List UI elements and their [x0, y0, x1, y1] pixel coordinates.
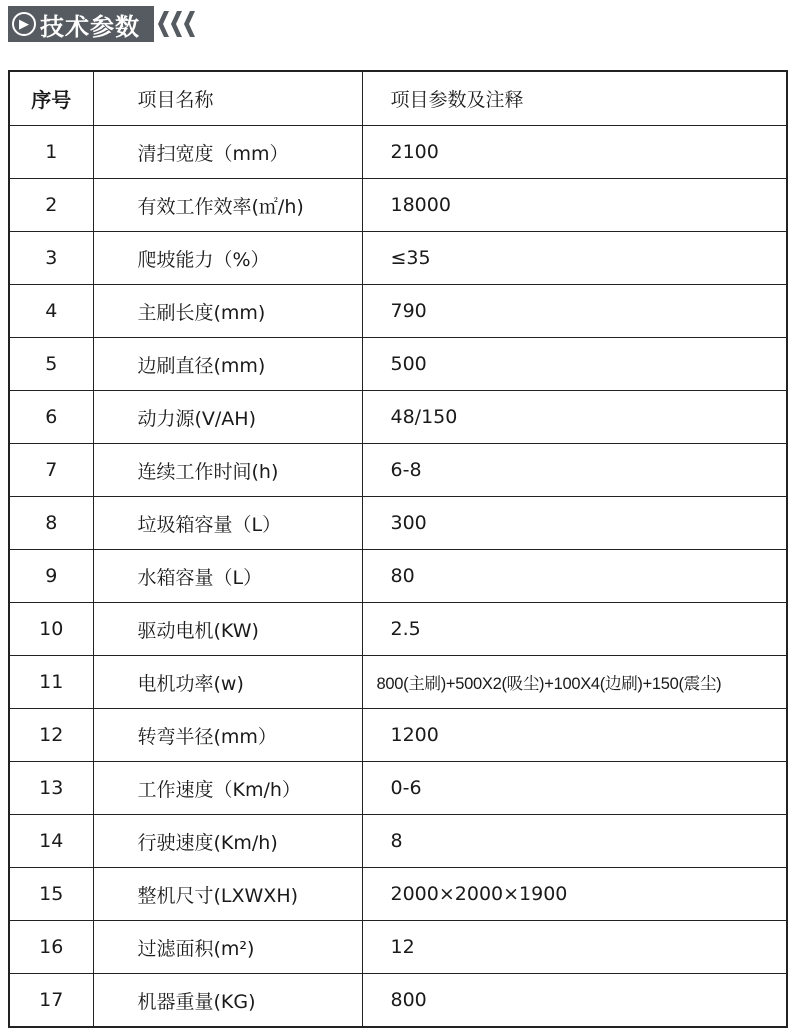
table-row: [9, 550, 787, 603]
table-header-row: [9, 71, 787, 126]
row-item-value: 8: [362, 815, 787, 868]
row-number: 8: [9, 497, 93, 550]
spec-table: [8, 70, 788, 1028]
table-row: [9, 232, 787, 285]
row-item-name: 爬坡能力（%）: [93, 232, 362, 285]
row-number: 3: [9, 232, 93, 285]
row-number: 5: [9, 338, 93, 391]
row-item-name: 整机尺寸(LXWXH): [93, 868, 362, 921]
row-number: 14: [9, 815, 93, 868]
row-item-value: 6-8: [362, 444, 787, 497]
row-item-value: 790: [362, 285, 787, 338]
row-number: 4: [9, 285, 93, 338]
row-item-name: 有效工作效率(㎡/h): [93, 179, 362, 232]
table-row: [9, 444, 787, 497]
row-item-value: 2.5: [362, 603, 787, 656]
row-number: 2: [9, 179, 93, 232]
row-number: 12: [9, 709, 93, 762]
row-item-name: 行驶速度(Km/h): [93, 815, 362, 868]
chevron-decoration: [158, 4, 197, 44]
row-number: 15: [9, 868, 93, 921]
row-item-value: 1200: [362, 709, 787, 762]
table-row: [9, 179, 787, 232]
column-header-name: 项目名称: [93, 71, 362, 126]
column-header-no: 序号: [9, 71, 93, 126]
row-item-name: 机器重量(KG): [93, 974, 362, 1028]
row-item-name: 工作速度（Km/h）: [93, 762, 362, 815]
right-arrow-circle-icon: ▶: [12, 12, 36, 36]
row-item-value: 2000×2000×1900: [362, 868, 787, 921]
row-item-name: 过滤面积(m²): [93, 921, 362, 974]
row-number: 10: [9, 603, 93, 656]
row-number: 1: [9, 126, 93, 179]
row-item-value: 12: [362, 921, 787, 974]
row-number: 16: [9, 921, 93, 974]
row-number: 9: [9, 550, 93, 603]
table-row: [9, 603, 787, 656]
table-row: [9, 338, 787, 391]
row-item-name: 水箱容量（L）: [93, 550, 362, 603]
section-banner: [8, 6, 154, 42]
row-item-name: 垃圾箱容量（L）: [93, 497, 362, 550]
row-item-name: 电机功率(w): [93, 656, 362, 709]
row-number: 6: [9, 391, 93, 444]
table-row: [9, 762, 787, 815]
column-header-value: 项目参数及注释: [362, 71, 787, 126]
row-item-value: 800(主刷)+500X2(吸尘)+100X4(边刷)+150(震尘): [362, 656, 787, 709]
section-title: 技术参数: [40, 12, 140, 41]
row-item-value: 18000: [362, 179, 787, 232]
row-item-name: 动力源(V/AH): [93, 391, 362, 444]
table-row: [9, 868, 787, 921]
row-item-value: 2100: [362, 126, 787, 179]
table-row: [9, 709, 787, 762]
row-item-value: 80: [362, 550, 787, 603]
table-row: [9, 921, 787, 974]
row-item-name: 驱动电机(KW): [93, 603, 362, 656]
row-item-value: 300: [362, 497, 787, 550]
table-row: [9, 391, 787, 444]
row-item-name: 转弯半径(mm）: [93, 709, 362, 762]
table-row: [9, 285, 787, 338]
row-number: 17: [9, 974, 93, 1028]
row-number: 7: [9, 444, 93, 497]
chevron-left-icon: [171, 11, 182, 37]
table-row: [9, 815, 787, 868]
row-item-name: 主刷长度(mm): [93, 285, 362, 338]
row-number: 11: [9, 656, 93, 709]
table-row: [9, 974, 787, 1028]
table-row: [9, 497, 787, 550]
row-item-value: 800: [362, 974, 787, 1028]
row-number: 13: [9, 762, 93, 815]
chevron-left-icon: [158, 11, 169, 37]
row-item-name: 清扫宽度（mm）: [93, 126, 362, 179]
row-item-value: 500: [362, 338, 787, 391]
row-item-value: ≤35: [362, 232, 787, 285]
row-item-name: 边刷直径(mm): [93, 338, 362, 391]
row-item-name: 连续工作时间(h): [93, 444, 362, 497]
table-row: [9, 656, 787, 709]
table-row: [9, 126, 787, 179]
row-item-value: 0-6: [362, 762, 787, 815]
row-item-value: 48/150: [362, 391, 787, 444]
chevron-left-icon: [184, 11, 195, 37]
